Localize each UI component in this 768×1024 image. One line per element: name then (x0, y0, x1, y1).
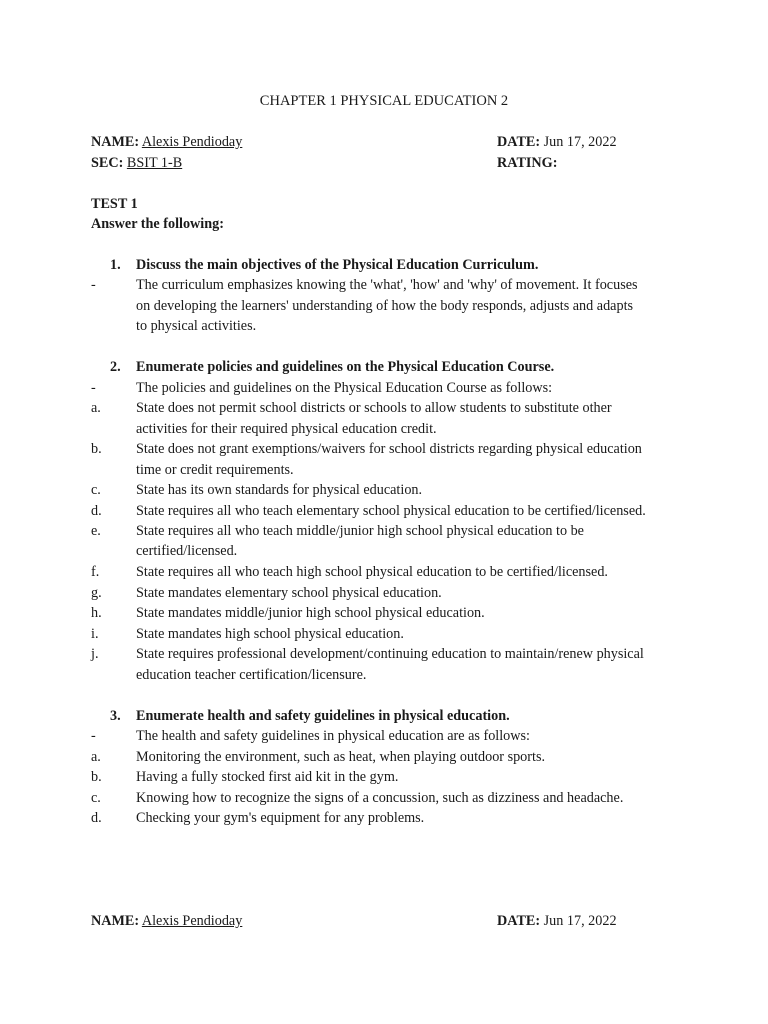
list-item (91, 380, 552, 397)
date-value: Jun 17, 2022 (543, 913, 617, 929)
list-marker: h. (91, 605, 102, 621)
list-item (91, 482, 422, 499)
answer-text: The health and safety guidelines in physical education are as follows: (136, 728, 530, 744)
list-item (91, 277, 638, 294)
list-item (91, 503, 646, 520)
page-title: CHAPTER 1 PHYSICAL EDUCATION 2 (259, 93, 509, 109)
list-marker: i. (91, 626, 99, 642)
answer-text: State has its own standards for physical education. (136, 482, 423, 498)
answer-text: State mandates middle/junior high school physical education. (136, 605, 485, 621)
answer-text: State requires all who teach high school physical education to be certified/licensed. (136, 564, 608, 580)
answer-text: Checking your gym's equipment for any problems. (136, 810, 425, 826)
question-number: 3. (110, 708, 121, 724)
list-item (91, 626, 404, 643)
answer-text: Knowing how to recognize the signs of a concussion, such as dizziness and headache. (136, 790, 624, 806)
test-label: TEST 1 (91, 196, 138, 212)
answer-text: State requires all who teach middle/junior high school physical education to be (136, 523, 584, 539)
question-3-heading (110, 708, 510, 725)
answer-text: State requires professional development/continuing education to maintain/renew physical (136, 646, 644, 662)
test-instruction: Answer the following: (91, 216, 224, 232)
list-item (91, 400, 612, 417)
question-number: 2. (110, 359, 121, 375)
list-item (91, 728, 530, 745)
answer-text: State does not permit school districts or schools to allow students to substitute other (136, 400, 612, 416)
list-marker: f. (91, 564, 100, 580)
list-marker: e. (91, 523, 101, 539)
answer-text: State mandates high school physical education. (136, 626, 404, 642)
list-item (91, 790, 623, 807)
list-marker: a. (91, 400, 101, 416)
list-item (91, 769, 398, 786)
name-label: NAME: (91, 913, 140, 929)
answer-text: Monitoring the environment, such as heat, when playing outdoor sports. (136, 749, 546, 765)
list-marker: d. (91, 810, 102, 826)
list-item (91, 646, 644, 663)
answer-text: education teacher certification/licensure. (136, 667, 367, 683)
answer-text: Having a fully stocked first aid kit in the gym. (136, 769, 399, 785)
section-label: SEC: (91, 155, 124, 171)
question-2-heading (110, 359, 554, 376)
list-marker: j. (91, 646, 99, 662)
list-marker: c. (91, 482, 101, 498)
footer-date-field (497, 913, 617, 930)
rating-label: RATING: (497, 155, 558, 171)
list-item (91, 810, 424, 827)
answer-text: activities for their required physical education credit. (136, 421, 437, 437)
date-label: DATE: (497, 134, 541, 150)
list-marker: b. (91, 441, 102, 457)
question-title: Enumerate health and safety guidelines in physical education. (136, 708, 510, 724)
date-value: Jun 17, 2022 (543, 134, 617, 150)
section-field (91, 155, 182, 172)
question-title: Discuss the main objectives of the Physical Education Curriculum. (136, 257, 539, 273)
name-field (91, 134, 242, 151)
list-marker: - (91, 380, 96, 396)
name-label: NAME: (91, 134, 140, 150)
footer-name-field (91, 913, 242, 930)
list-item (91, 605, 485, 622)
answer-text: certified/licensed. (136, 543, 238, 559)
list-marker: c. (91, 790, 101, 806)
date-label: DATE: (497, 913, 541, 929)
answer-text: State does not grant exemptions/waivers for school districts regarding physical education (136, 441, 642, 457)
answer-text: on developing the learners' understanding of how the body responds, adjusts and adapts (136, 298, 634, 314)
list-item (91, 585, 442, 602)
list-marker: b. (91, 769, 102, 785)
list-marker: - (91, 728, 96, 744)
list-marker: d. (91, 503, 102, 519)
question-1-heading (110, 257, 538, 274)
section-value: BSIT 1-B (126, 155, 183, 171)
answer-text: time or credit requirements. (136, 462, 294, 478)
list-marker: g. (91, 585, 102, 601)
question-number: 1. (110, 257, 121, 273)
list-item (91, 441, 642, 458)
list-item (91, 749, 545, 766)
answer-text: State requires all who teach elementary school physical education to be certified/licensed. (136, 503, 646, 519)
name-value: Alexis Pendioday (141, 134, 243, 150)
answer-text: The curriculum emphasizes knowing the 'what', 'how' and 'why' of movement. It focuses (136, 277, 638, 293)
name-value: Alexis Pendioday (141, 913, 243, 929)
question-title: Enumerate policies and guidelines on the Physical Education Course. (136, 359, 555, 375)
list-item (91, 564, 608, 581)
list-item (91, 523, 584, 540)
answer-text: The policies and guidelines on the Physical Education Course as follows: (136, 380, 553, 396)
date-field (497, 134, 617, 151)
answer-text: State mandates elementary school physical education. (136, 585, 442, 601)
answer-text: to physical activities. (136, 318, 257, 334)
list-marker: - (91, 277, 96, 293)
list-marker: a. (91, 749, 101, 765)
